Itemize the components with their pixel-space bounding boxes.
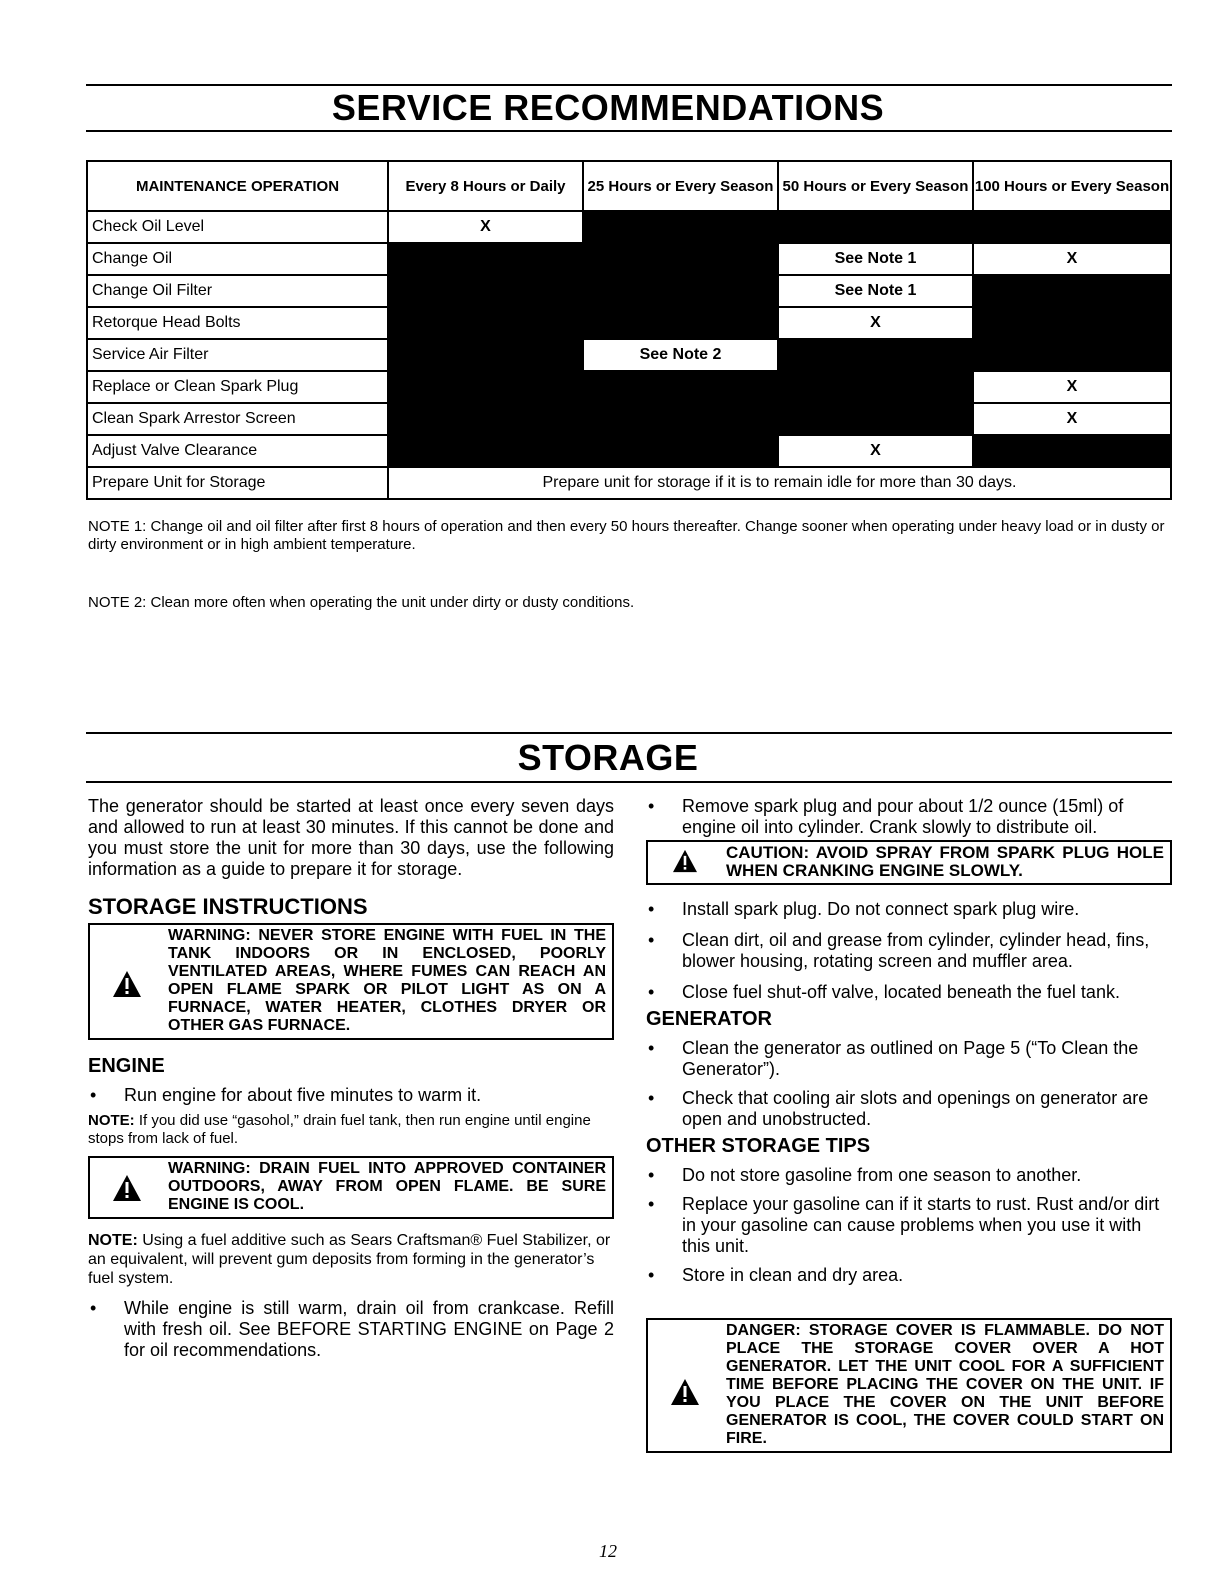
shaded-cell: [583, 371, 778, 403]
interval-cell: See Note 1: [778, 275, 973, 307]
table-row: [87, 435, 1171, 467]
shaded-cell: [778, 371, 973, 403]
engine-bullet-warm: • Run engine for about five minutes to warm it.: [88, 1085, 614, 1106]
warning-box-fuel: [88, 923, 614, 1040]
top-rule: [86, 84, 1172, 86]
row-name: Prepare Unit for Storage: [87, 467, 388, 499]
header-100h: 100 Hours or Every Season: [973, 161, 1171, 211]
shaded-cell: [388, 275, 583, 307]
note-stabilizer: [88, 1231, 614, 1288]
note-label: NOTE:: [88, 1112, 135, 1129]
note-gasohol: [88, 1112, 614, 1148]
row-name: Retorque Head Bolts: [87, 307, 388, 339]
interval-cell: X: [973, 243, 1171, 275]
storage-instructions-heading: STORAGE INSTRUCTIONS: [88, 894, 368, 919]
bullet-spark-plug-oil: • Remove spark plug and pour about 1/2 ounce (15ml) of engine oil into cylinder. Crank slowly to distribute oil.: [646, 796, 1172, 838]
note-gasohol-text: If you did use “gasohol,” drain fuel tank, then run engine until engine stops from lack of fuel.: [88, 1112, 591, 1147]
storage-intro: The generator should be started at least once every seven days and allowed to run at least 30 minutes. If this cannot be done and you must store the unit for more than 30 days, use the following information as a guide to prepare it for storage.: [88, 796, 614, 879]
table-row: [87, 307, 1171, 339]
caution-box: [646, 840, 1172, 885]
shaded-cell: [583, 403, 778, 435]
row-name: Change Oil: [87, 243, 388, 275]
storage-row-text: Prepare unit for storage if it is to remain idle for more than 30 days.: [388, 467, 1171, 499]
note-2: NOTE 2: Clean more often when operating the unit under dirty or dusty conditions.: [88, 594, 635, 611]
shaded-cell: [973, 211, 1171, 243]
shaded-cell: [583, 243, 778, 275]
row-name: Clean Spark Arrestor Screen: [87, 403, 388, 435]
interval-cell: See Note 2: [583, 339, 778, 371]
tip-gasoline-can: • Replace your gasoline can if it starts to rust. Rust and/or dirt in your gasoline can cause problems when you use it with this unit.: [646, 1194, 1172, 1257]
tip-gasoline-season: • Do not store gasoline from one season to another.: [646, 1165, 1172, 1186]
header-8h: Every 8 Hours or Daily: [388, 161, 583, 211]
warning-box-drain: [88, 1156, 614, 1219]
shaded-cell: [583, 435, 778, 467]
interval-cell: X: [388, 211, 583, 243]
shaded-cell: [973, 339, 1171, 371]
shaded-cell: [973, 435, 1171, 467]
shaded-cell: [973, 275, 1171, 307]
shaded-cell: [583, 211, 778, 243]
page-number: 12: [599, 1541, 617, 1561]
row-name: Change Oil Filter: [87, 275, 388, 307]
table-row: [87, 403, 1171, 435]
header-50h: 50 Hours or Every Season: [778, 161, 973, 211]
bullet-install-plug: • Install spark plug. Do not connect spark plug wire.: [646, 899, 1172, 920]
shaded-cell: [778, 339, 973, 371]
table-row: [87, 339, 1171, 371]
header-operation: MAINTENANCE OPERATION: [87, 161, 388, 211]
tips-heading: OTHER STORAGE TIPS: [646, 1135, 871, 1157]
interval-cell: See Note 1: [778, 243, 973, 275]
interval-cell: X: [778, 307, 973, 339]
service-table-header: [87, 161, 1171, 211]
service-title-rule: [86, 130, 1172, 132]
tip-clean-dry: • Store in clean and dry area.: [646, 1265, 1172, 1286]
shaded-cell: [583, 307, 778, 339]
table-row-storage: [87, 467, 1171, 499]
table-row: [87, 243, 1171, 275]
storage-title-rule: [86, 781, 1172, 783]
interval-cell: X: [778, 435, 973, 467]
storage-title: STORAGE: [517, 737, 699, 778]
generator-heading: GENERATOR: [646, 1008, 772, 1030]
caution-text: CAUTION: AVOID SPRAY FROM SPARK PLUG HOLE WHEN CRANKING ENGINE SLOWLY.: [726, 843, 1164, 880]
table-row: [87, 371, 1171, 403]
table-row: [87, 211, 1171, 243]
danger-box: [646, 1318, 1172, 1453]
shaded-cell: [388, 403, 583, 435]
shaded-cell: [388, 371, 583, 403]
row-name: Adjust Valve Clearance: [87, 435, 388, 467]
storage-top-rule: [86, 732, 1172, 734]
note-label: NOTE:: [88, 1232, 138, 1249]
engine-bullet-oil: • While engine is still warm, drain oil from crankcase. Refill with fresh oil. See BEFORE STARTING ENGINE on Page 2 for oil recommendations.: [88, 1298, 614, 1361]
table-row: [87, 275, 1171, 307]
service-table: [86, 160, 1172, 500]
engine-heading: ENGINE: [88, 1055, 165, 1077]
left-column: [88, 796, 614, 1361]
warning-triangle-icon: [112, 1174, 142, 1202]
row-name: Service Air Filter: [87, 339, 388, 371]
warning-fuel-text: WARNING: NEVER STORE ENGINE WITH FUEL IN THE TANK INDOORS OR IN ENCLOSED, POORLY VENTILATED AREAS, WHERE FUMES CAN REACH AN OPEN FLAME SPARK OR PILOT LIGHT AS ON A FURNACE, WATER HEATER, CLOTHES DRYER OR OTHER GAS FURNACE.: [168, 927, 606, 1034]
gen-bullet-clean: • Clean the generator as outlined on Page 5 (“To Clean the Generator”).: [646, 1038, 1172, 1080]
warning-drain-text: WARNING: DRAIN FUEL INTO APPROVED CONTAINER OUTDOORS, AWAY FROM OPEN FLAME. BE SURE ENGINE IS COOL.: [168, 1160, 606, 1213]
row-name: Replace or Clean Spark Plug: [87, 371, 388, 403]
shaded-cell: [778, 211, 973, 243]
row-name: Check Oil Level: [87, 211, 388, 243]
shaded-cell: [583, 275, 778, 307]
shaded-cell: [973, 307, 1171, 339]
warning-triangle-icon: [112, 970, 142, 998]
shaded-cell: [778, 403, 973, 435]
header-25h: 25 Hours or Every Season: [583, 161, 778, 211]
danger-text: DANGER: STORAGE COVER IS FLAMMABLE. DO NOT PLACE THE STORAGE COVER OVER A HOT GENERATOR. LET THE UNIT COOL FOR A SUFFICIENT TIME BEFORE PLACING THE COVER ON THE UNIT. IF YOU PLACE THE COVER ON THE UNIT BEFORE GENERATOR IS COOL, THE COVER COULD START ON FIRE.: [726, 1322, 1164, 1447]
gen-bullet-slots: • Check that cooling air slots and openings on generator are open and unobstructed.: [646, 1088, 1172, 1130]
note-1: NOTE 1: Change oil and oil filter after first 8 hours of operation and then every 50 hours thereafter. Change sooner when operating under heavy load or in dusty or dirty environment or in high ambient temperature.: [88, 518, 1165, 553]
right-column: [646, 796, 1172, 1453]
bullet-clean-dirt: • Clean dirt, oil and grease from cylinder, cylinder head, fins, blower housing, rotating screen and muffler area.: [646, 930, 1172, 972]
warning-triangle-icon: [670, 1378, 700, 1406]
shaded-cell: [388, 435, 583, 467]
warning-triangle-icon: [672, 849, 698, 873]
bullet-close-fuel: • Close fuel shut-off valve, located beneath the fuel tank.: [646, 982, 1172, 1003]
interval-cell: X: [973, 403, 1171, 435]
shaded-cell: [388, 307, 583, 339]
shaded-cell: [388, 339, 583, 371]
note-stabilizer-text: Using a fuel additive such as Sears Craftsman® Fuel Stabilizer, or an equivalent, will prevent gum deposits from forming in the generator’s fuel system.: [88, 1232, 611, 1287]
shaded-cell: [388, 243, 583, 275]
service-title: SERVICE RECOMMENDATIONS: [331, 87, 885, 128]
interval-cell: X: [973, 371, 1171, 403]
